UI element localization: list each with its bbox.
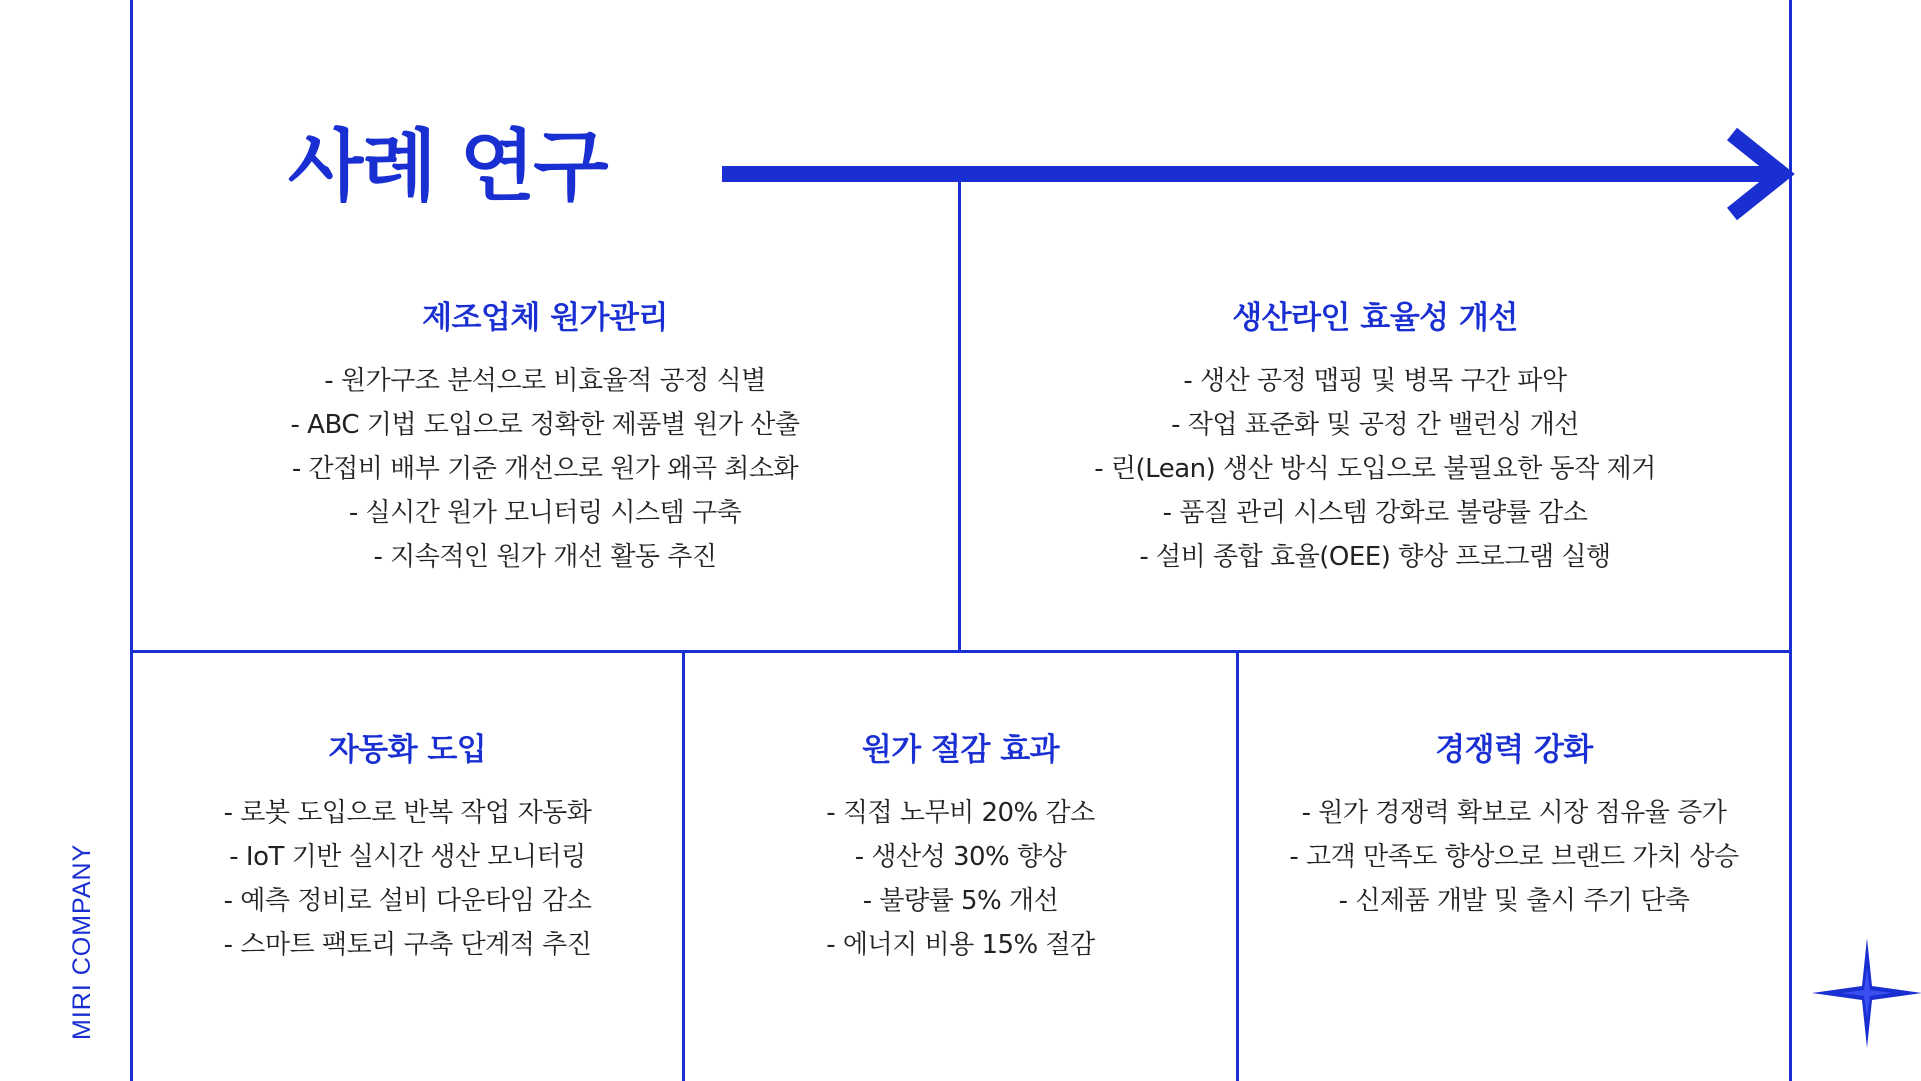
section-list [133, 359, 957, 579]
section-heading: 자동화 도입 [328, 732, 487, 768]
section-list [685, 791, 1236, 967]
list-item: - IoT 기반 실시간 생산 모니터링 [229, 842, 586, 872]
list-item: - 린(Lean) 생산 방식 도입으로 불필요한 동작 제거 [1094, 454, 1656, 484]
list-item: - 생산성 30% 향상 [854, 842, 1067, 872]
middle-horizontal-line [130, 650, 1792, 653]
page-title: 사례 연구 [288, 122, 607, 212]
section-production-efficiency [961, 292, 1789, 579]
section-heading: 경쟁력 강화 [1435, 732, 1593, 768]
section-list [1239, 791, 1789, 923]
section-heading: 원가 절감 효과 [861, 732, 1060, 768]
section-automation [133, 724, 682, 967]
right-arrow-icon [722, 122, 1798, 232]
list-item: - 신제품 개발 및 출시 주기 단축 [1338, 886, 1690, 916]
list-item: - 스마트 팩토리 구축 단계적 추진 [223, 930, 592, 960]
list-item: - 실시간 원가 모니터링 시스템 구축 [348, 498, 742, 528]
list-item: - ABC 기법 도입으로 정확한 제품별 원가 산출 [290, 410, 800, 440]
section-cost-management [133, 292, 957, 579]
brand-label: MIRI COMPANY [68, 843, 96, 1040]
list-item: - 로봇 도입으로 반복 작업 자동화 [223, 798, 592, 828]
list-item: - 원가구조 분석으로 비효율적 공정 식별 [324, 366, 766, 396]
section-list [133, 791, 682, 967]
section-cost-savings [685, 724, 1236, 967]
four-point-star-icon [1812, 938, 1921, 1048]
section-heading: 제조업체 원가관리 [422, 300, 668, 336]
list-item: - 직접 노무비 20% 감소 [826, 798, 1095, 828]
list-item: - 간접비 배부 기준 개선으로 원가 왜곡 최소화 [291, 454, 799, 484]
section-competitiveness [1239, 724, 1789, 923]
list-item: - 예측 정비로 설비 다운타임 감소 [223, 886, 592, 916]
list-item: - 생산 공정 맵핑 및 병목 구간 파악 [1183, 366, 1567, 396]
list-item: - 지속적인 원가 개선 활동 추진 [373, 542, 717, 572]
list-item: - 고객 만족도 향상으로 브랜드 가치 상승 [1289, 842, 1739, 872]
section-heading: 생산라인 효율성 개선 [1232, 300, 1518, 336]
list-item: - 불량률 5% 개선 [862, 886, 1059, 916]
section-list [961, 359, 1789, 579]
list-item: - 품질 관리 시스템 강화로 불량률 감소 [1162, 498, 1588, 528]
list-item: - 작업 표준화 및 공정 간 밸런싱 개선 [1171, 410, 1579, 440]
list-item: - 원가 경쟁력 확보로 시장 점유율 증가 [1301, 798, 1727, 828]
list-item: - 에너지 비용 15% 절감 [826, 930, 1095, 960]
list-item: - 설비 종합 효율(OEE) 향상 프로그램 실행 [1139, 542, 1611, 572]
